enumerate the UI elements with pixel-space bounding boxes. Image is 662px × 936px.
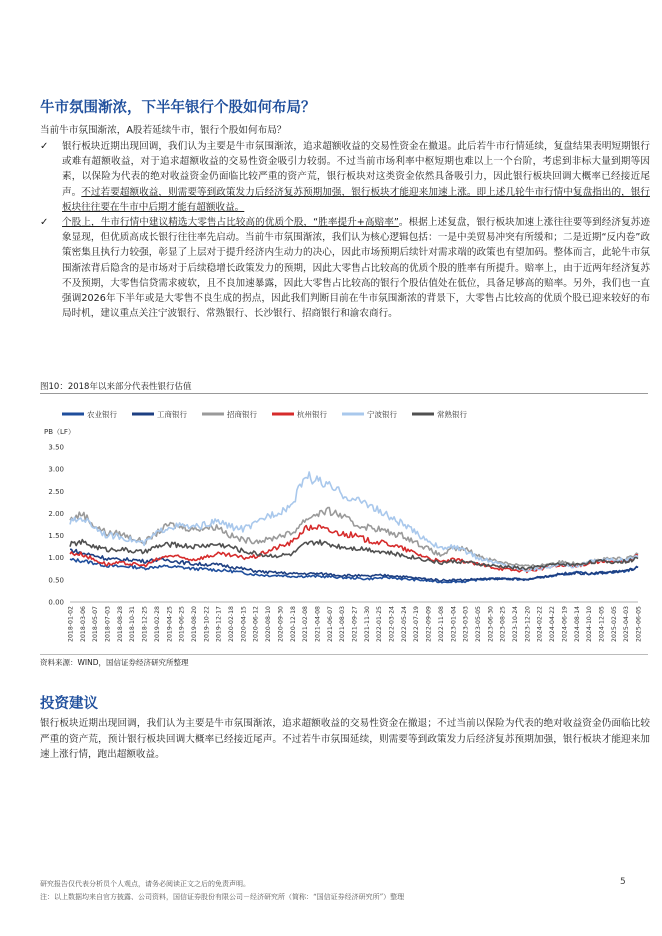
x-tick-label: 2021-06-07 — [326, 606, 334, 642]
x-tick-label: 2025-06-05 — [635, 606, 643, 642]
y-tick-label: 2.50 — [48, 487, 64, 496]
footer-note: 注：以上数据均来自官方披露、公司资料，国信证券股份有限公司－经济研究所（简称：“国信证券经济研究所”）整理 — [40, 893, 405, 901]
x-tick-label: 2019-04-25 — [166, 606, 174, 642]
checkmark-icon: ✓ — [40, 141, 49, 152]
source-divider — [40, 654, 648, 655]
x-tick-label: 2019-10-22 — [203, 606, 211, 642]
y-tick-label: 0.50 — [48, 576, 64, 585]
figure-divider — [40, 393, 648, 394]
bullet-item — [40, 215, 650, 321]
section-title: 牛市氛围渐浓，下半年银行个股如何布局？ — [40, 100, 316, 116]
x-tick-label: 2019-02-28 — [153, 606, 161, 642]
bullet-item — [40, 139, 650, 215]
x-tick-label: 2018-10-31 — [129, 606, 137, 642]
x-tick-label: 2021-02-08 — [302, 606, 310, 642]
legend-label: 招商银行 — [227, 410, 257, 419]
x-tick-label: 2024-08-14 — [573, 606, 581, 642]
page-footer — [40, 878, 404, 904]
x-tick-label: 2023-10-24 — [512, 606, 520, 642]
x-tick-label: 2018-05-07 — [92, 606, 100, 642]
bullet1-part-a: 银行板块近期出现回调，我们认为主要是牛市氛围渐浓，追求超额收益的交易性资金在撤退。此后若牛市行情延续，复盘结果表明短期银行或难有超额收益，对于追求超额收益的交易性资金吸引力较弱。不过当前市场利率中枢短期也难以上一个台阶，考虑到非标大量到期等因素，以保险为代表的绝对收益资金仍面临比较严重的资产荒，银行板块对这类资金依然具备吸引力，因此银行板块回调大概率已经接近尾声。 — [62, 141, 650, 198]
x-tick-label: 2019-12-17 — [215, 606, 223, 642]
x-tick-label: 2018-07-03 — [104, 606, 112, 642]
x-tick-label: 2022-09-09 — [425, 606, 433, 642]
chart-svg — [40, 402, 648, 654]
legend-label: 农业银行 — [87, 410, 117, 419]
x-tick-label: 2020-06-12 — [252, 606, 260, 642]
x-tick-label: 2023-08-25 — [499, 606, 507, 642]
y-tick-label: 3.50 — [48, 443, 64, 452]
x-tick-label: 2024-02-22 — [536, 606, 544, 642]
x-tick-label: 2018-01-02 — [67, 606, 75, 642]
y-tick-label: 0.00 — [48, 598, 64, 607]
x-tick-label: 2025-04-03 — [623, 606, 631, 642]
x-tick-label: 2022-03-24 — [388, 606, 396, 642]
figure-caption: 图10：2018年以来部分代表性银行估值 — [40, 382, 192, 392]
valuation-chart — [40, 402, 648, 654]
x-tick-label: 2018-12-25 — [141, 606, 149, 642]
figure-source: 资料来源：WIND，国信证券经济研究所整理 — [40, 658, 189, 667]
page-number: 5 — [620, 877, 626, 887]
y-axis-label: PB（LF） — [44, 428, 75, 436]
x-tick-label: 2020-08-10 — [265, 606, 273, 642]
intro-question: 当前牛市氛围渐浓，A股若延续牛市，银行个股如何布局？ — [40, 125, 287, 136]
x-tick-label: 2019-06-25 — [178, 606, 186, 642]
bullet2-underlined: 个股上，牛市行情中建议精选大零售占比较高的优质个股，“胜率提升+高赔率” — [62, 217, 399, 229]
y-tick-label: 1.00 — [48, 554, 64, 563]
section-title-investment: 投资建议 — [40, 696, 98, 712]
x-tick-label: 2021-11-30 — [363, 606, 371, 642]
x-tick-label: 2024-04-22 — [549, 606, 557, 642]
investment-paragraph: 银行板块近期出现回调，我们认为主要是牛市氛围渐浓，追求超额收益的交易性资金在撤退；不过当前以保险为代表的绝对收益资金仍面临比较严重的资产荒，预计银行板块回调大概率已经接近尾声。不过若牛市氛围延续，则需要等到政策发力后经济复苏预期加强，银行板块才能迎来加速上涨行情，跑出超额收益。 — [40, 718, 650, 761]
bullet2-part-b: 。根据上述复盘，银行板块加速上涨往往要等到经济复苏迹象显现，但优质高成长银行往往率先启动。当前牛市氛围渐浓，我们认为核心逻辑包括：一是中美贸易冲突有所缓和；二是近期“反内卷”政策密集且执行力较强，彰显了上层对于提升经济内生动力的决心，因此市场预期后续针对需求端的政策也有望加码。整体而言，此轮牛市氛围渐浓背后隐含的是市场对于后续稳增长政策发力的预期，因此大零售占比较高的优质个股的胜率有所提升。赔率上，由于近两年经济复苏不及预期，大零售信贷需求疲软，且不良加速暴露，因此大零售占比较高的银行个股估值处在低位，具备足够高的赔率。另外，我们也一直强调2026年下半年或是大零售不良生成的拐点，因此我们判断目前在牛市氛围渐浓的背景下，大零售占比较高的优质个股已迎来较好的布局时机，建议重点关注宁波银行、常熟银行、长沙银行、招商银行和渝农商行。 — [62, 217, 650, 320]
x-tick-label: 2022-11-08 — [437, 606, 445, 642]
x-tick-label: 2022-01-25 — [376, 606, 384, 642]
legend-label: 工商银行 — [157, 410, 187, 419]
bullet-text — [62, 139, 650, 215]
x-tick-label: 2024-10-10 — [586, 606, 594, 642]
x-tick-label: 2023-01-04 — [450, 606, 458, 642]
y-tick-label: 3.00 — [48, 465, 64, 474]
x-tick-label: 2022-07-19 — [413, 606, 421, 642]
x-tick-label: 2023-03-03 — [462, 606, 470, 642]
footer-disclaimer: 研究报告仅代表分析员个人观点，请务必阅读正文之后的免责声明。 — [40, 880, 250, 888]
legend-label: 常熟银行 — [437, 410, 467, 419]
y-tick-label: 2.00 — [48, 509, 64, 518]
series-line — [70, 472, 638, 571]
bullet1-underlined: 不过若要超额收益，则需要等到政策发力后经济复苏预期加强，银行板块才能迎来加速上涨。即上述几轮牛市行情中复盘指出的，银行板块往往要在牛市中后期才能有超额收益。 — [62, 186, 650, 213]
x-tick-label: 2021-08-03 — [339, 606, 347, 642]
x-tick-label: 2022-05-24 — [400, 606, 408, 642]
bullet-text — [62, 215, 650, 321]
legend-label: 杭州银行 — [297, 410, 327, 419]
x-tick-label: 2019-08-20 — [190, 606, 198, 642]
y-tick-label: 1.50 — [48, 532, 64, 541]
x-tick-label: 2024-12-05 — [598, 606, 606, 642]
x-tick-label: 2020-12-18 — [289, 606, 297, 642]
x-tick-label: 2023-12-20 — [524, 606, 532, 642]
x-tick-label: 2025-02-05 — [610, 606, 618, 642]
checkmark-icon: ✓ — [40, 217, 49, 229]
bullet-list — [40, 139, 650, 321]
x-tick-label: 2023-06-30 — [487, 606, 495, 642]
x-tick-label: 2023-05-05 — [474, 606, 482, 642]
legend-label: 宁波银行 — [367, 410, 397, 419]
x-tick-label: 2021-04-08 — [314, 606, 322, 642]
x-tick-label: 2024-06-19 — [561, 606, 569, 642]
x-tick-label: 2020-09-30 — [277, 606, 285, 642]
x-tick-label: 2020-02-18 — [228, 606, 236, 642]
series-line — [70, 508, 638, 568]
x-tick-label: 2020-04-15 — [240, 606, 248, 642]
x-tick-label: 2018-03-06 — [79, 606, 87, 642]
x-tick-label: 2021-09-27 — [351, 606, 359, 642]
x-tick-label: 2018-08-28 — [116, 606, 124, 642]
